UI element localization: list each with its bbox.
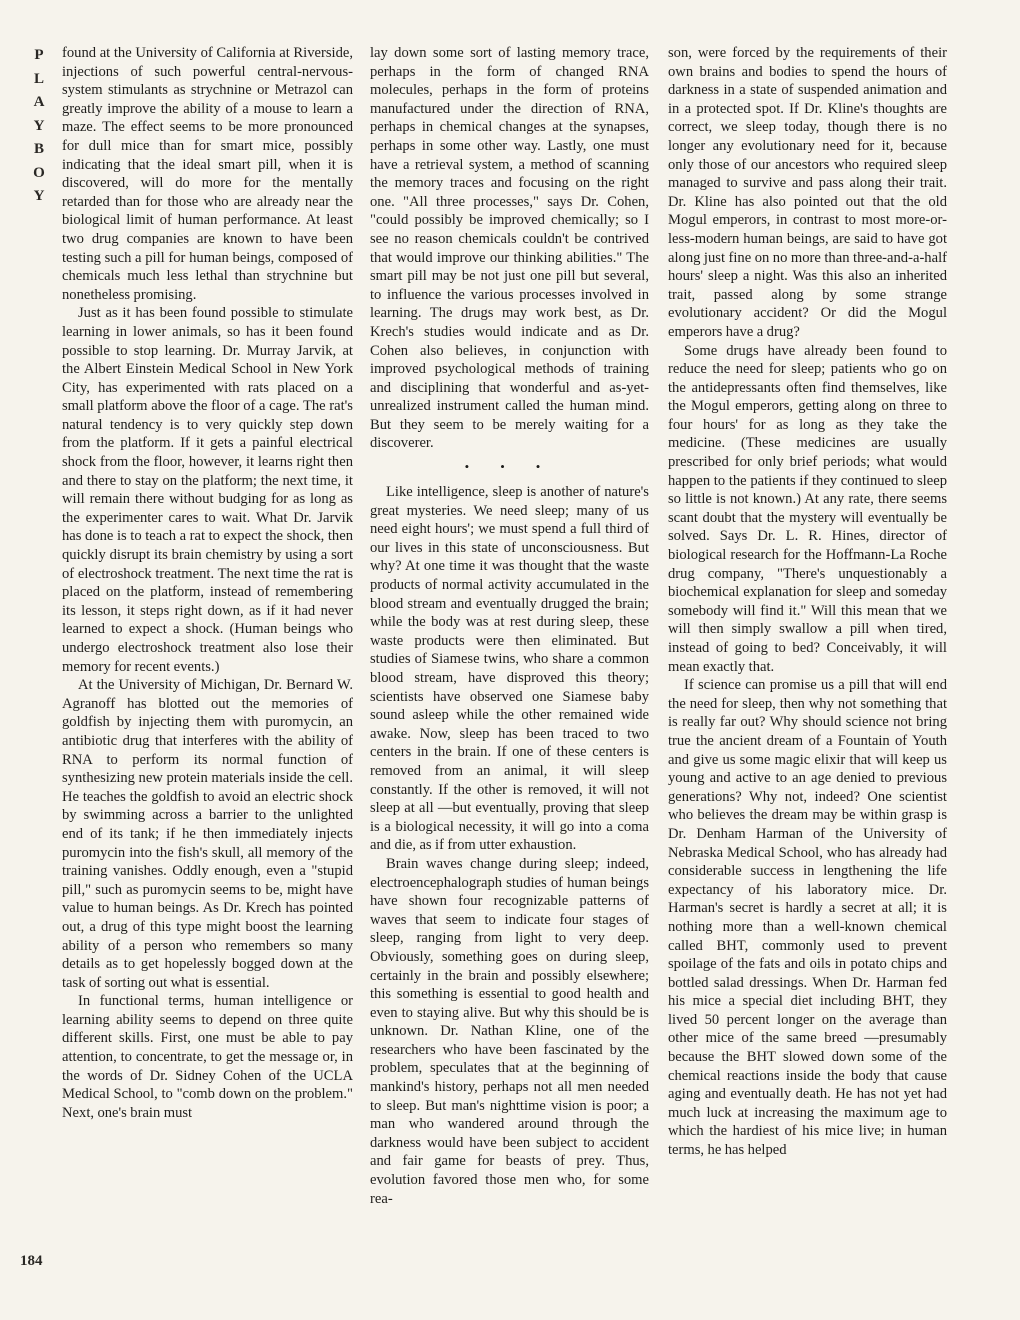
paragraph: Just as it has been found possible to stimulate learning in lower animals, so has it been found possible to stop learning. Dr. Murray Jarvik, at the Albert Einstein Medical School in New York City, has experimented with rats placed on a small platform above the floor of a cage. The rat's natural tendency is to very quickly step down from the platform. If it gets a painful electrical shock from the floor, however, it learns right then and there to stay on the platform; the next time, it will remain there without budging for as long as the experimenter cares to wait. What Dr. Jarvik has done is to teach a rat to expect the shock, then quickly disrupt its brain chemistry by using a sort of electroshock treatment. The next time the rat is placed on the platform, instead of remembering its lesson, it steps right down, as if it had never learned to expect a shock. (Human beings who undergo electroshock treatment also lose their memory for recent events.) — [62, 305, 353, 675]
section-break: • • • — [464, 459, 555, 475]
paragraph: At the University of Michigan, Dr. Bernard W. Agranoff has blotted out the memories of goldfish by injecting them with puromycin, an antibiotic drug that interferes with the ability of RNA to perform its normal function of synthesizing new protein materials inside the cell. He teaches the goldfish to avoid an electric shock by swimming across a barrier to the unlighted end of its tank; if he then immediately injects puromycin into the fish's skull, all memory of the training vanishes. Oddly enough, even a "stupid pill," such as puromycin seems to be, might have value to human beings. As Dr. Krech has pointed out, a drug of this type might boost the learning ability of a person who remembers so many details as to get hopelessly bogged down at the task of sorting out what is essential. — [62, 677, 353, 991]
paragraph: found at the University of California at Riverside, injections of such powerful central-nervous-system stimulants as strychnine or Metrazol can greatly improve the ability of a mouse to learn a maze. The effect seems to be more pronounced for dull mice than for smart mice, possibly indicating that the ideal smart pill, when it is discovered, will do more for the mentally retarded than for those who are already near the biological limit of human performance. At least two drug companies are known to have been testing such a pill for human beings, composed of chemicals much less lethal than strychnine but nonetheless promising. — [62, 45, 353, 303]
running-head-letter: B — [33, 141, 44, 157]
paragraph: Some drugs have already been found to reduce the need for sleep; patients who go on the antidepressants often find themselves, like the Mogul emperors, getting along on three to four hours' for as long as they take the medicine. (These medicines are usually prescribed for only brief periods; what would happen to the patients if they continued to sleep so little is not known.) At any rate, there seems scant doubt that the mystery will eventually be solved. Says Dr. L. R. Hines, director of biological research for the Hoffmann-La Roche drug company, "There's unquestionably a biochemical explanation for sleep and someday somebody will find it." Will this mean that we will then simply swallow a pill when tired, instead of going to bed? Conceivably, it will mean exactly that. — [668, 342, 947, 675]
running-head-letter: O — [33, 164, 45, 181]
paragraph: Like intelligence, sleep is another of nature's great mysteries. We need sleep; many of us need eight hours'; we must spend a full third of our lives in this state of unconsciousness. But why? At one time it was thought that the waste products of normal activity accumulated in the blood stream and eventually drugged the brain; while the body was at rest during sleep, these waste products were then eliminated. But studies of Siamese twins, who share a common blood stream, have disproved this theory; scientists have observed one Siamese baby sound asleep while the other remained wide awake. Now, sleep has been traced to two centers in the brain. If one of these centers is removed from an animal, it will sleep constantly. If the other is removed, it will not sleep at all —but eventually, proving that sleep is a biological necessity, it will go into a coma and die, as if from utter exhaustion. — [370, 484, 649, 854]
running-head — [28, 44, 50, 209]
paragraph: If science can promise us a pill that will end the need for sleep, then why not something that is really far out? Why should science not bring true the ancient dream of a Fountain of Youth and give us some magic elixir that will keep us young and active to an age denied to previous generations? Why not, indeed? One scientist who believes the dream may be within grasp is Dr. Denham Harman of the University of Nebraska Medical School, who has already had considerable success in lengthening the life expectancy of his laboratory mice. Dr. Harman's secret is hardly a secret at all; it is nothing more than a well-known chemical called BHT, commonly used to prevent spoilage of the fats and oils in potato chips and bottled salad dressings. When Dr. Harman fed his mice a special diet including BHT, they lived 50 percent longer on the average than other mice of the same breed —presumably because the BHT slowed down some of the chemical reactions inside the body that cause aging and eventually death. He has not yet had much luck at increasing the maximum age to which the hardiest of his mice live; in human terms, he has helped — [668, 677, 947, 1159]
running-head-letter: P — [34, 47, 44, 63]
paragraph: lay down some sort of lasting memory trace, perhaps in the form of changed RNA molecules, perhaps in the form of proteins manufactured under the direction of RNA, perhaps in chemical changes at the synapses, perhaps in some other way. Lastly, one must have a retrieval system, a method of scanning the memory traces and focusing on the right one. "All three processes," says Dr. Cohen, "could possibly be improved chemically; so I see no reason chemicals couldn't be contrived that would improve our thinking abilities." The smart pill may be not just one pill but several, to influence the various processes involved in learning. The drugs may work best, as Dr. Krech's studies would indicate and as Dr. Cohen also believes, in conjunction with improved psychological methods of training and disciplining that wonderful and as-yet-unrealized instrument called the human mind. But they seem to be merely waiting for a discoverer. — [370, 45, 649, 452]
running-head-letter: Y — [33, 188, 45, 204]
column-1 — [62, 44, 353, 1122]
running-head-letter: A — [33, 94, 45, 110]
running-head-letter: L — [33, 70, 44, 87]
paragraph: Brain waves change during sleep; indeed, electroencephalograph studies of human beings have shown four recognizable patterns of waves that seem to indicate four stages of sleep, ranging from light to very deep. Obviously, something goes on during sleep, certainly in the brain and possibly elsewhere; this something is essential to good health and even to staying alive. But why this should be is unknown. Dr. Nathan Kline, one of the researchers who have been fascinated by the problem, speculates that at the beginning of mankind's history, perhaps not all men needed to sleep. But man's nighttime vision is poor; a man who wandered around through the darkness would have been subject to accident and fair game for beasts of prey. Thus, evolution favored those men who, for some rea- — [370, 855, 649, 1207]
running-head-letter: Y — [33, 117, 45, 134]
column-2 — [370, 44, 649, 1208]
paragraph: son, were forced by the requirements of their own brains and bodies to spend the hours of darkness in a state of suspended animation and in a protected spot. If Dr. Kline's thoughts are correct, we sleep today, though there is no longer any evolutionary need for it, because only those of our ancestors who required sleep managed to survive and pass along their trait. Dr. Kline has also pointed out that the old Mogul emperors, in contrast to most more-or-less-modern human beings, are said to have got along just fine on no more than three-and-a-half hours' sleep a night. Was this also an inherited trait, passed along by some strange evolutionary accident? Or did the Mogul emperors have a drug? — [668, 45, 947, 340]
page-number: 184 — [20, 1253, 43, 1269]
column-3 — [668, 44, 947, 1160]
paragraph: In functional terms, human intelligence or learning ability seems to depend on three quite different skills. First, one must be able to pay attention, to concentrate, to get the message or, in the words of Dr. Sidney Cohen of the UCLA Medical School, to "comb down on the problem." Next, one's brain must — [62, 993, 353, 1121]
